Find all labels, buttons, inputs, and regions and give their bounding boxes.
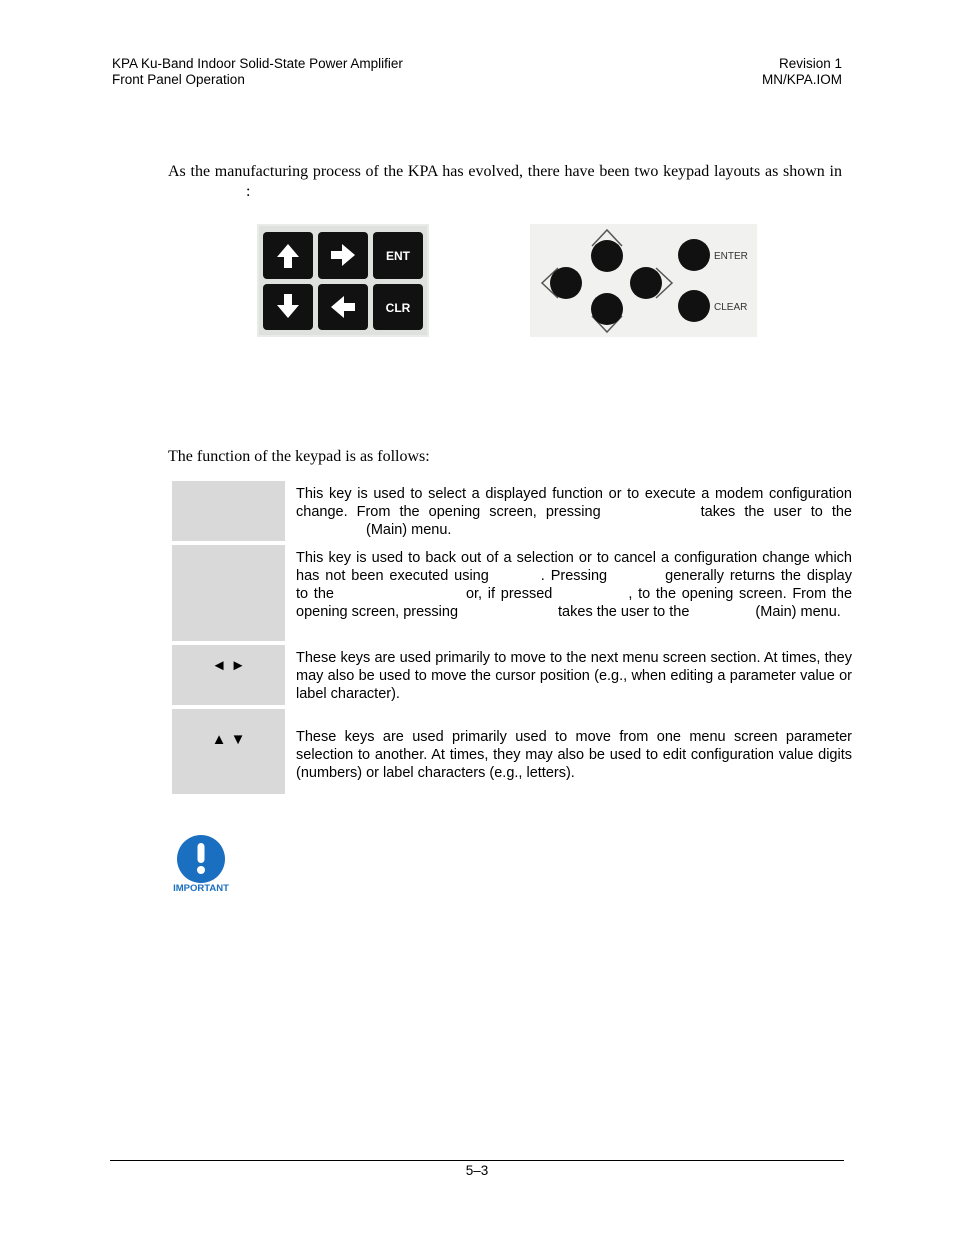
key-down-icon	[263, 284, 313, 330]
important-label: IMPORTANT	[173, 883, 229, 894]
key-up-icon	[263, 232, 313, 279]
description-cell: This key is used to select a displayed function or to execute a modem configuration change. From the opening screen, pressing takes the user to the(Main) menu.	[296, 486, 852, 538]
footer-divider	[110, 1160, 844, 1161]
key-cell-up-down: ▲ ▼	[172, 709, 285, 794]
key-cell	[172, 545, 285, 641]
description-cell: This key is used to back out of a selection or to cancel a configuration change which has not been executed using . Pressing generally returns the display to the or, if pressed , to the opening screen. From the opening screen, pressing takes the user to the (Main) menu.	[296, 550, 853, 620]
description-cell: These keys are used primarily used to move from one menu screen parameter selection to another. At times, they may also be used to edit configuration value digits (numbers) or label characters (e.g., letters).	[296, 729, 852, 781]
button-left	[550, 267, 582, 299]
revision: Revision 1	[778, 56, 842, 71]
enter-label: ENTER	[714, 251, 748, 262]
button-clear	[678, 290, 710, 322]
function-intro: The function of the keypad is as follows:	[168, 448, 430, 465]
key-cell	[172, 481, 285, 541]
keypad-new-image	[530, 224, 757, 337]
svg-text:ENT: ENT	[386, 249, 410, 263]
table-row-left-right	[172, 645, 852, 705]
intro-paragraph: As the manufacturing process of the KPA has evolved, there have been two keypad layouts as shown in:	[168, 163, 842, 200]
key-clr	[373, 284, 423, 330]
header-right	[762, 56, 842, 88]
description-cell: These keys are used primarily to move to the next menu screen section. At times, they may also be used to move the cursor position (e.g., when editing a parameter value or label character).	[296, 650, 852, 702]
button-right	[630, 267, 662, 299]
button-down	[591, 293, 623, 325]
svg-text:CLR: CLR	[385, 301, 411, 315]
button-up	[591, 240, 623, 272]
table-row-up-down	[172, 709, 852, 794]
key-left-icon	[318, 284, 368, 330]
button-enter	[678, 239, 710, 271]
key-right-icon	[318, 232, 368, 279]
important-icon	[168, 834, 236, 894]
keypad-old-image	[257, 224, 429, 337]
header-left	[112, 56, 403, 88]
page-number: 5–3	[465, 1163, 489, 1178]
document-number: MN/KPA.IOM	[761, 72, 842, 87]
manual-title: KPA Ku-Band Indoor Solid-State Power Amplifier	[112, 56, 403, 71]
key-ent	[373, 232, 423, 279]
clear-label: CLEAR	[714, 302, 748, 313]
keypad-function-table	[172, 481, 852, 798]
table-row-enter	[172, 481, 852, 541]
table-row-clear	[172, 545, 852, 641]
key-cell-left-right: ◄ ►	[172, 645, 285, 705]
chapter-title: Front Panel Operation	[112, 72, 245, 87]
